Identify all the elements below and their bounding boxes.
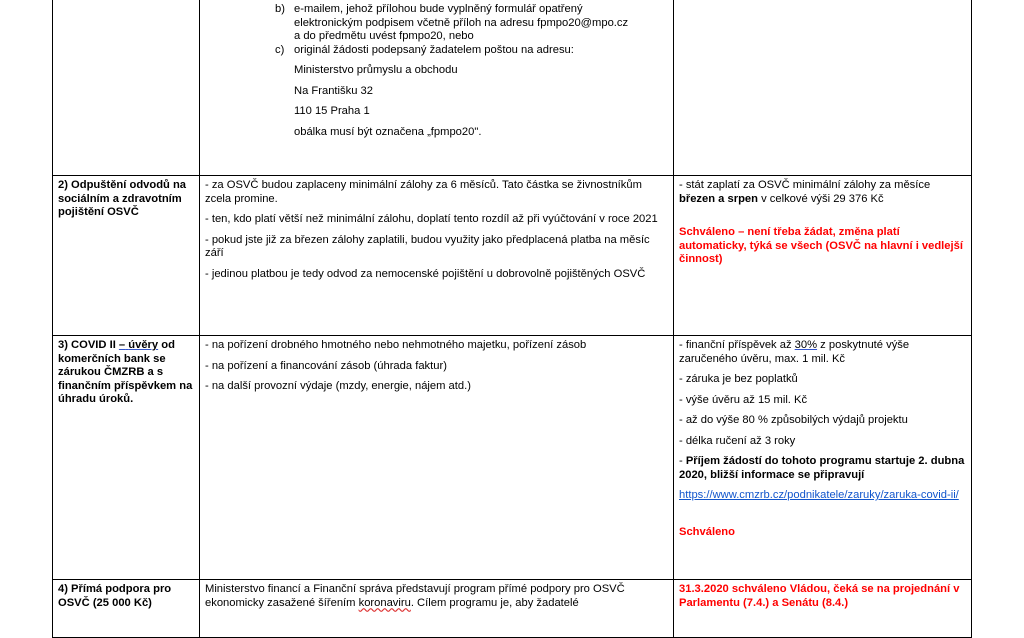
- bullet-item: - ten, kdo platí větší než minimální zálohu, doplatí tento rozdíl až při vyúčtování v roce 2021: [205, 213, 658, 225]
- table-row: [53, 0, 972, 176]
- text-line: a do předmětu uvést fpmpo20, nebo: [294, 30, 474, 42]
- title-part: 3) COVID II: [58, 339, 119, 351]
- bullet-item: - na další provozní výdaje (mzdy, energie, nájem atd.): [205, 380, 471, 392]
- bullet-item: - na pořízení drobného hmotného nebo nehmotného majetku, pořízení zásob: [205, 339, 587, 351]
- benefit-text-part: - stát zaplatí za OSVČ minimální zálohy za měsíce: [679, 179, 931, 191]
- contribution-percent: 30%: [794, 339, 818, 351]
- title-part: od komerčních bank se zárukou ČMZRB a s finančním příspěvkem na úhradu úroků.: [58, 339, 193, 405]
- row4-content-cell: [200, 580, 674, 638]
- description-part: . Cílem programu je, aby žadatelé: [410, 596, 579, 609]
- title-loans-word: úvěry: [128, 339, 159, 351]
- table-row: [53, 176, 972, 336]
- approval-status: Schváleno: [679, 525, 735, 538]
- description-part: Ministerstvo financí a Finanční správa představují program přímé podpory pro OSVČ ekonomicky zasažené šířením: [205, 583, 625, 609]
- bullet-item: - pokud jste již za březen zálohy zaplatili, budou využity jako předplacená platba na měsíc září: [205, 233, 650, 259]
- address-line: Na Františku 32: [294, 84, 373, 97]
- row2-right-cell: [674, 176, 972, 336]
- intake-dash: -: [679, 455, 686, 467]
- cmzrb-link[interactable]: https://www.cmzrb.cz/podnikatele/zaruky/zaruka-covid-ii/: [679, 489, 959, 501]
- benefit-item: - výše úvěru až 15 mil. Kč: [679, 393, 808, 406]
- address-line: obálka musí být označena „fpmpo20".: [294, 125, 482, 138]
- support-measures-table: [52, 0, 972, 638]
- text-line: elektronickým podpisem včetně příloh na adresu fpmpo20@mpo.cz: [294, 16, 629, 29]
- benefit-text: [679, 179, 966, 206]
- row1-title-cell: [53, 0, 200, 176]
- benefit-months: březen a srpen: [679, 192, 758, 205]
- list-item-text: originál žádosti podepsaný žadatelem poštou na adresu:: [294, 43, 574, 56]
- measure-title: 4) Přímá podpora pro OSVČ (25 000 Kč): [58, 583, 172, 609]
- benefit-item: - délka ručení až 3 roky: [679, 434, 796, 447]
- benefit-text-part: v celkové výši 29 376 Kč: [757, 192, 884, 205]
- intake-text: Příjem žádostí do tohoto programu startuje 2. dubna 2020, bližší informace se připravují: [679, 455, 965, 481]
- row1-right-cell: [674, 0, 972, 176]
- intake-info: [679, 455, 966, 482]
- row4-title-cell: [53, 580, 200, 638]
- list-item: [205, 3, 668, 44]
- bullet-item: - za OSVČ budou zaplaceny minimální zálohy za 6 měsíců. Tato částka se živnostníkům zcela promine.: [205, 179, 642, 205]
- bullet-item: - na pořízení a financování zásob (úhrada faktur): [205, 359, 447, 372]
- title-dash: –: [118, 339, 126, 351]
- program-description: [205, 583, 668, 610]
- list-marker: b): [275, 3, 285, 15]
- address-line: Ministerstvo průmyslu a obchodu: [294, 64, 458, 76]
- approval-status: 31.3.2020 schváleno Vládou, čeká se na projednání v Parlamentu (7.4.) a Senátu (8.4.): [679, 583, 960, 609]
- benefit-text-part: - finanční příspěvek až: [679, 339, 795, 351]
- bullet-item: - jedinou platbou je tedy odvod za nemocenské pojištění u dobrovolně pojištěných OSVČ: [205, 267, 646, 280]
- list-item: [205, 44, 668, 58]
- benefit-item: - až do výše 80 % způsobilých výdajů projektu: [679, 414, 908, 426]
- list-item-text: [294, 3, 668, 44]
- measure-title: 2) Odpuštění odvodů na sociálním a zdravotním pojištění OSVČ: [58, 179, 187, 218]
- row1-content-cell: [200, 0, 674, 176]
- description-misspelled-word: koronaviru: [358, 596, 411, 609]
- table-row: [53, 336, 972, 580]
- benefit-text-part: z poskytnuté výše zaručeného úvěru, max. 1 mil. Kč: [679, 339, 910, 365]
- benefit-item: - záruka je bez poplatků: [679, 373, 798, 385]
- row2-title-cell: [53, 176, 200, 336]
- text-line: e-mailem, jehož přílohou bude vyplněný formulář opatřený: [294, 3, 583, 15]
- row4-right-cell: [674, 580, 972, 638]
- row2-content-cell: [200, 176, 674, 336]
- address-line: 110 15 Praha 1: [294, 105, 370, 117]
- table-row: [53, 580, 972, 638]
- benefit-text: [679, 339, 966, 366]
- approval-status: Schváleno – není třeba žádat, změna platí automaticky, týká se všech (OSVČ na hlavní i vedlejší činnost): [679, 226, 963, 265]
- list-marker: c): [275, 43, 285, 56]
- measure-title: [58, 339, 194, 407]
- row3-right-cell: [674, 336, 972, 580]
- row3-content-cell: [200, 336, 674, 580]
- row3-title-cell: [53, 336, 200, 580]
